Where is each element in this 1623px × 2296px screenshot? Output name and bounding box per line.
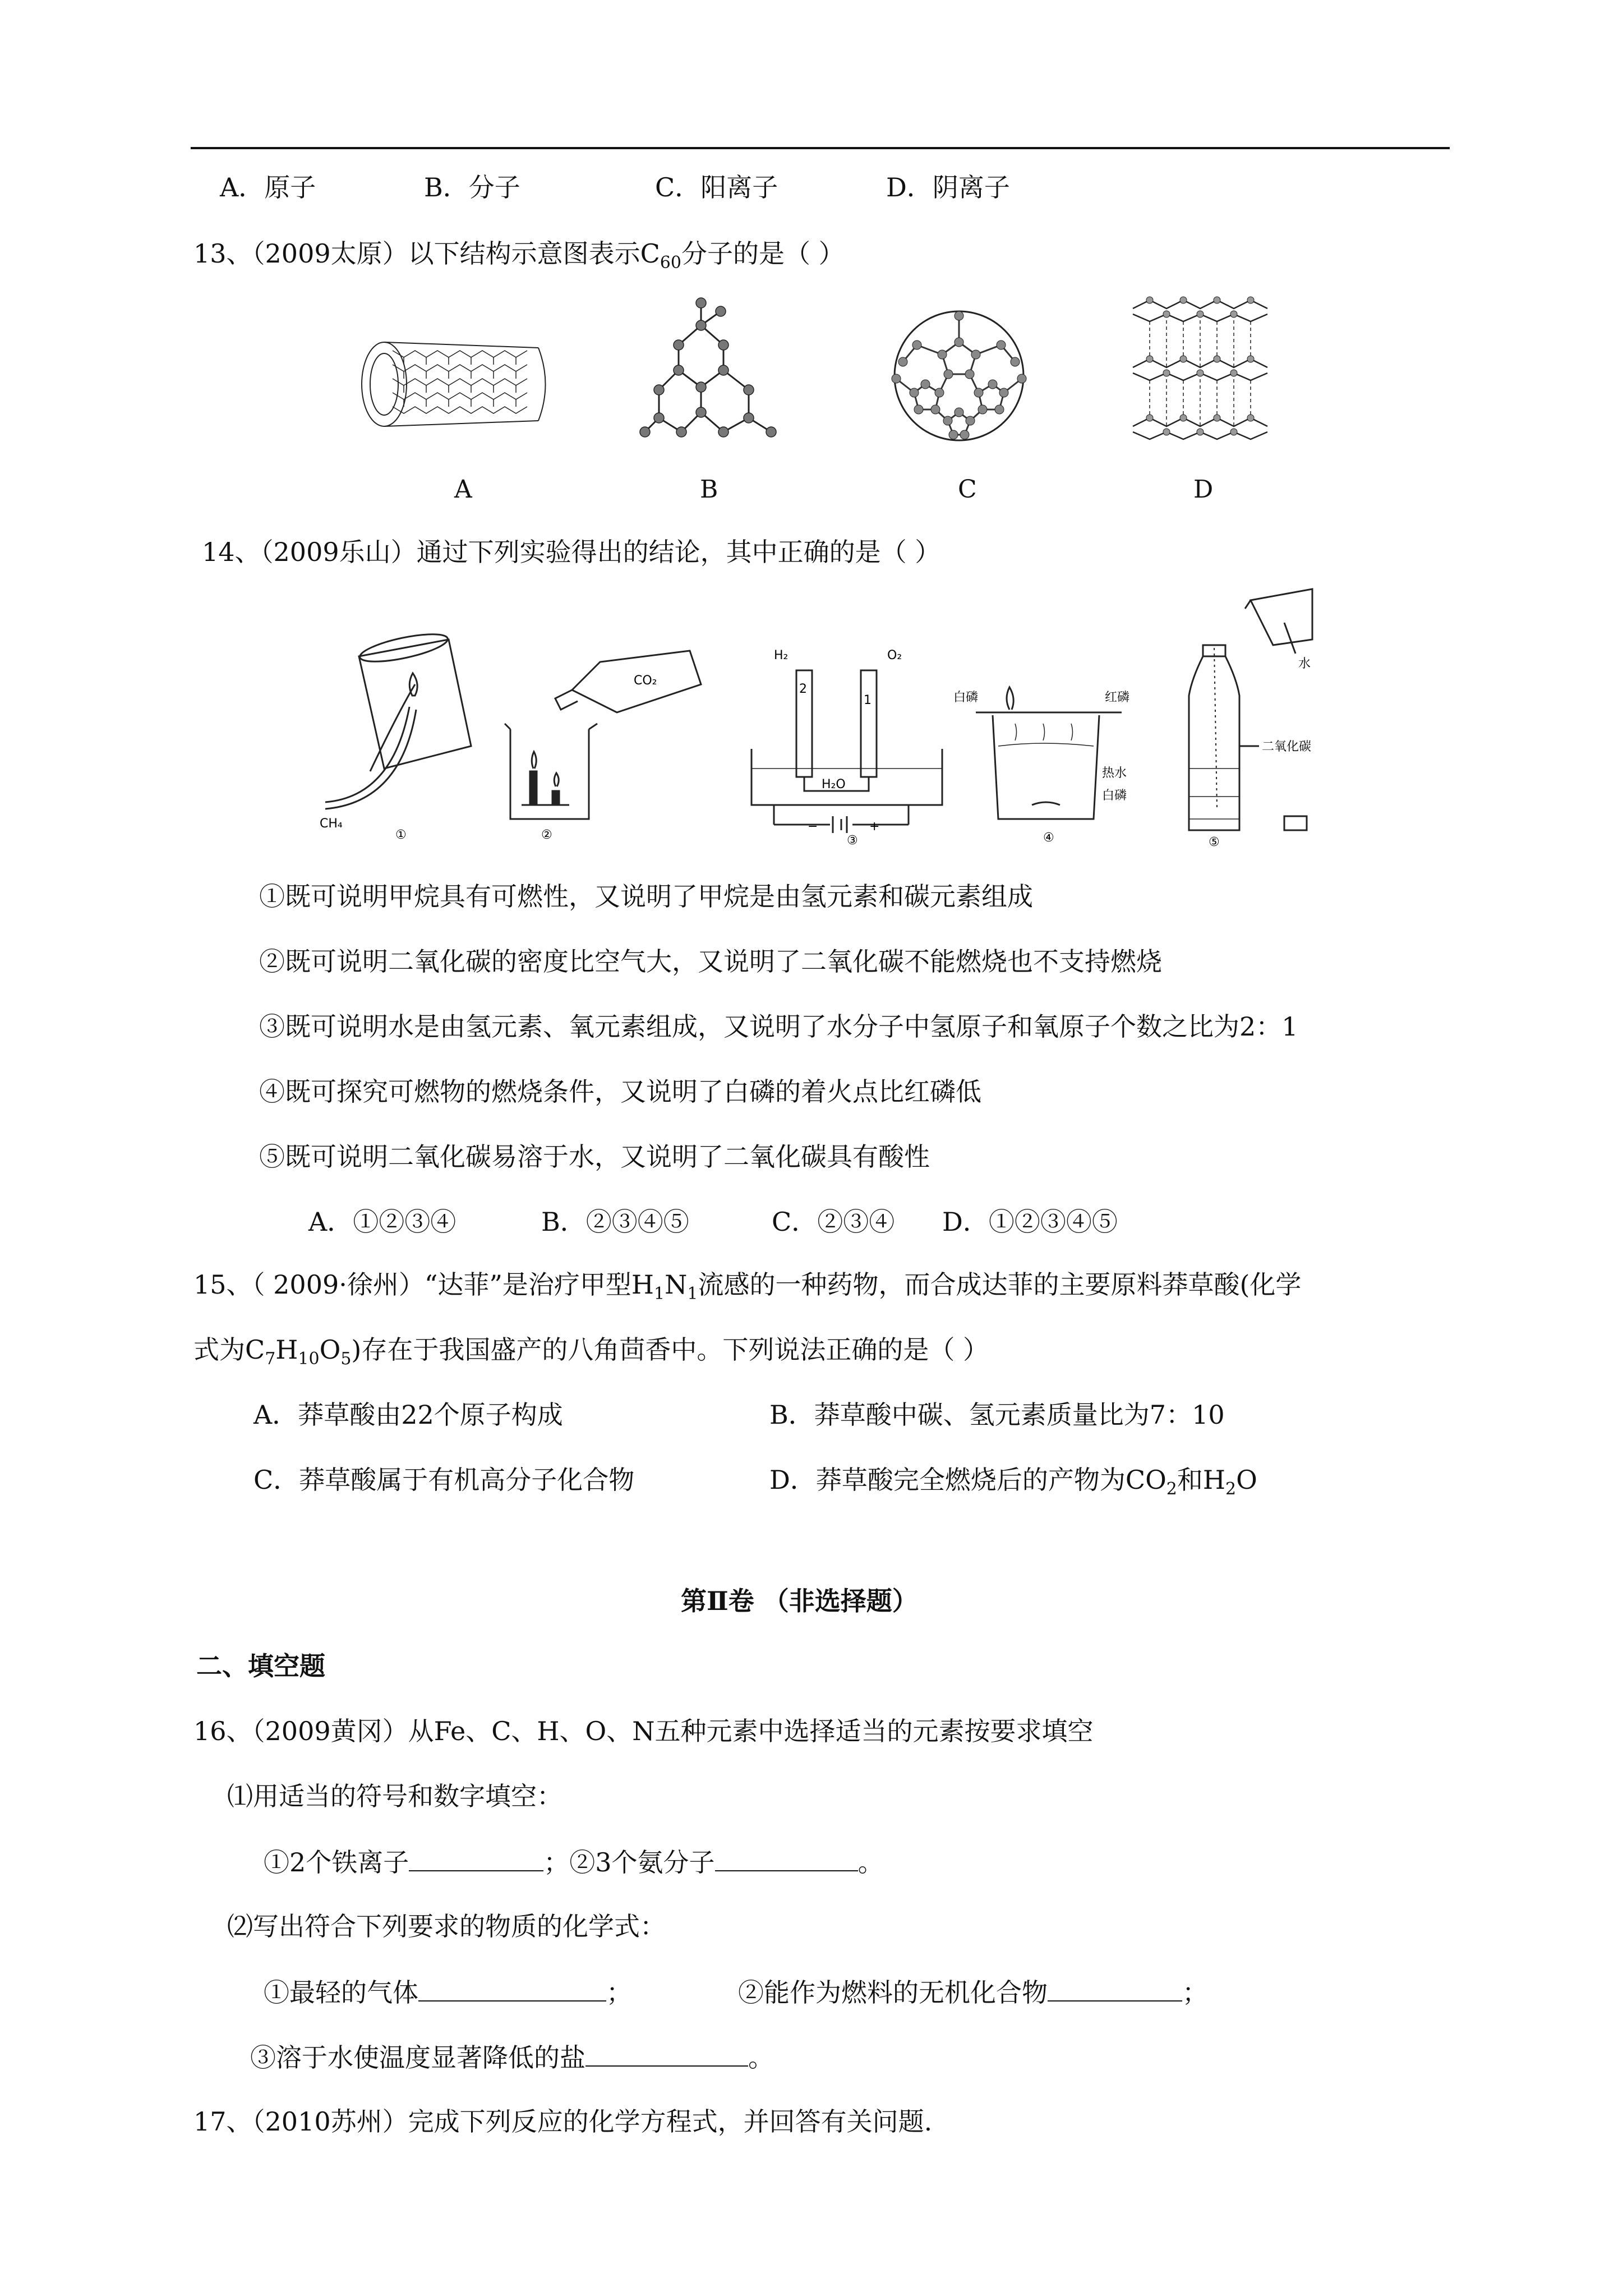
q16-part2-line1b: ②能作为燃料的无机化合物 ； (738, 1976, 1208, 2008)
q14-statement-1: ①既可说明甲烷具有可燃性，又说明了甲烷是由氢元素和碳元素组成 (259, 881, 1033, 912)
q12-option-b: B．分子 (424, 172, 520, 203)
experiment-2-number: ② (541, 828, 552, 842)
experiment-figure-2 (488, 639, 712, 841)
q14-option-d: D．①②③④⑤ (942, 1207, 1118, 1237)
q15-option-b: B．莽草酸中碳、氢元素质量比为7：10 (769, 1400, 1225, 1430)
experiment-figure-5 (1172, 583, 1385, 847)
o2-label: O₂ (887, 648, 902, 662)
answer-blank[interactable] (418, 1976, 606, 2001)
experiment-5-number: ⑤ (1209, 835, 1220, 849)
red-phosphorus-label: 红磷 (1105, 691, 1130, 705)
q12-option-c: C．阳离子 (655, 172, 778, 203)
co2-label: CO₂ (634, 674, 657, 688)
figure-a-label: A (454, 475, 472, 504)
h2-label: H₂ (774, 648, 789, 662)
hot-water-label: 热水 (1102, 766, 1127, 780)
q14-statement-2: ②既可说明二氧化碳的密度比空气大，又说明了二氧化碳不能燃烧也不支持燃烧 (259, 946, 1162, 977)
tube-tick-1: 1 (864, 693, 872, 707)
figure-b-diamond (639, 292, 785, 443)
experiment-figure-1 (303, 628, 488, 841)
white-phosphorus-water-label: 白磷 (1102, 789, 1127, 803)
experiment-4-number: ④ (1043, 831, 1054, 845)
q16-part1: ⑴用适当的符号和数字填空： (227, 1781, 562, 1811)
plus-label: + (869, 820, 880, 834)
q14-stem: 14、（2009乐山）通过下列实验得出的结论，其中正确的是（ ） (202, 537, 941, 567)
q16-part2-line1a: ①最轻的气体 ； (264, 1976, 632, 2008)
q16-stem: 16、（2009黄冈）从Fe、C、H、O、N五种元素中选择适当的元素按要求填空 (193, 1716, 1094, 1746)
q14-option-a: A．①②③④ (308, 1207, 457, 1237)
q16-part2-line2: ③溶于水使温度显著降低的盐 。 (250, 2041, 774, 2073)
figure-a-nanotube (359, 328, 555, 440)
experiment-figure-4 (953, 684, 1161, 844)
answer-blank[interactable] (585, 2041, 748, 2067)
experiment-3-number: ③ (847, 834, 858, 848)
q15-option-c: C．莽草酸属于有机高分子化合物 (253, 1465, 635, 1495)
ch4-label: CH₄ (320, 817, 343, 831)
answer-blank[interactable] (1048, 1976, 1182, 2001)
section-2-heading: 二、填空题 (196, 1651, 325, 1681)
experiment-1-number: ① (395, 828, 407, 842)
header-rule (191, 147, 1450, 149)
answer-blank[interactable] (715, 1846, 858, 1871)
figure-b-label: B (700, 475, 718, 504)
q14-statement-3: ③既可说明水是由氢元素、氧元素组成，又说明了水分子中氢原子和氧原子个数之比为2：1 (259, 1011, 1298, 1042)
q14-statement-5: ⑤既可说明二氧化碳易溶于水，又说明了二氧化碳具有酸性 (259, 1142, 930, 1172)
carbon-dioxide-label: 二氧化碳 (1262, 740, 1312, 754)
answer-blank[interactable] (409, 1846, 543, 1871)
q12-option-d: D．阴离子 (886, 172, 1010, 203)
q12-option-a: A．原子 (220, 172, 316, 203)
q14-option-c: C．②③④ (772, 1207, 895, 1237)
q16-part2: ⑵写出符合下列要求的物质的化学式： (227, 1911, 666, 1941)
q15-stem-line1: 15、（ 2009·徐州）“达菲”是治疗甲型$H_1N_1$流感的一种药物，而合成达菲的主要原料莽草酸(化学 (193, 1269, 1302, 1304)
q13-stem: 13、（2009太原）以下结构示意图表示$C_{60}$分子的是（ ） (193, 238, 845, 273)
section-2-title: 第Ⅱ卷 （非选择题） (681, 1586, 918, 1616)
tube-tick-2: 2 (799, 682, 807, 696)
q14-statement-4: ④既可探究可燃物的燃烧条件，又说明了白磷的着火点比红磷低 (259, 1076, 981, 1107)
experiment-figure-3 (740, 637, 959, 848)
q17-stem: 17、（2010苏州）完成下列反应的化学方程式，并回答有关问题. (193, 2106, 933, 2137)
q15-option-a: A．莽草酸由22个原子构成 (253, 1400, 563, 1430)
minus-label: − (808, 820, 818, 834)
q16-part1-line: ①2个铁离子 ；②3个氨分子 。 (264, 1846, 884, 1878)
h2o-label: H₂O (822, 777, 846, 792)
figure-c-label: C (958, 475, 977, 504)
figure-d-label: D (1193, 475, 1214, 504)
q14-option-b: B．②③④⑤ (541, 1207, 689, 1237)
figure-d-graphite (1127, 289, 1273, 443)
q15-stem-line2: 式为$C_7H_{10}O_5$)存在于我国盛产的八角茴香中。下列说法正确的是（ ） (193, 1335, 989, 1369)
water-label: 水 (1298, 657, 1311, 671)
white-phosphorus-label: 白磷 (953, 691, 979, 705)
q15-option-d: D．莽草酸完全燃烧后的产物为$CO_2$和$H_2O$ (769, 1465, 1257, 1499)
figure-c-fullerene (886, 306, 1032, 446)
